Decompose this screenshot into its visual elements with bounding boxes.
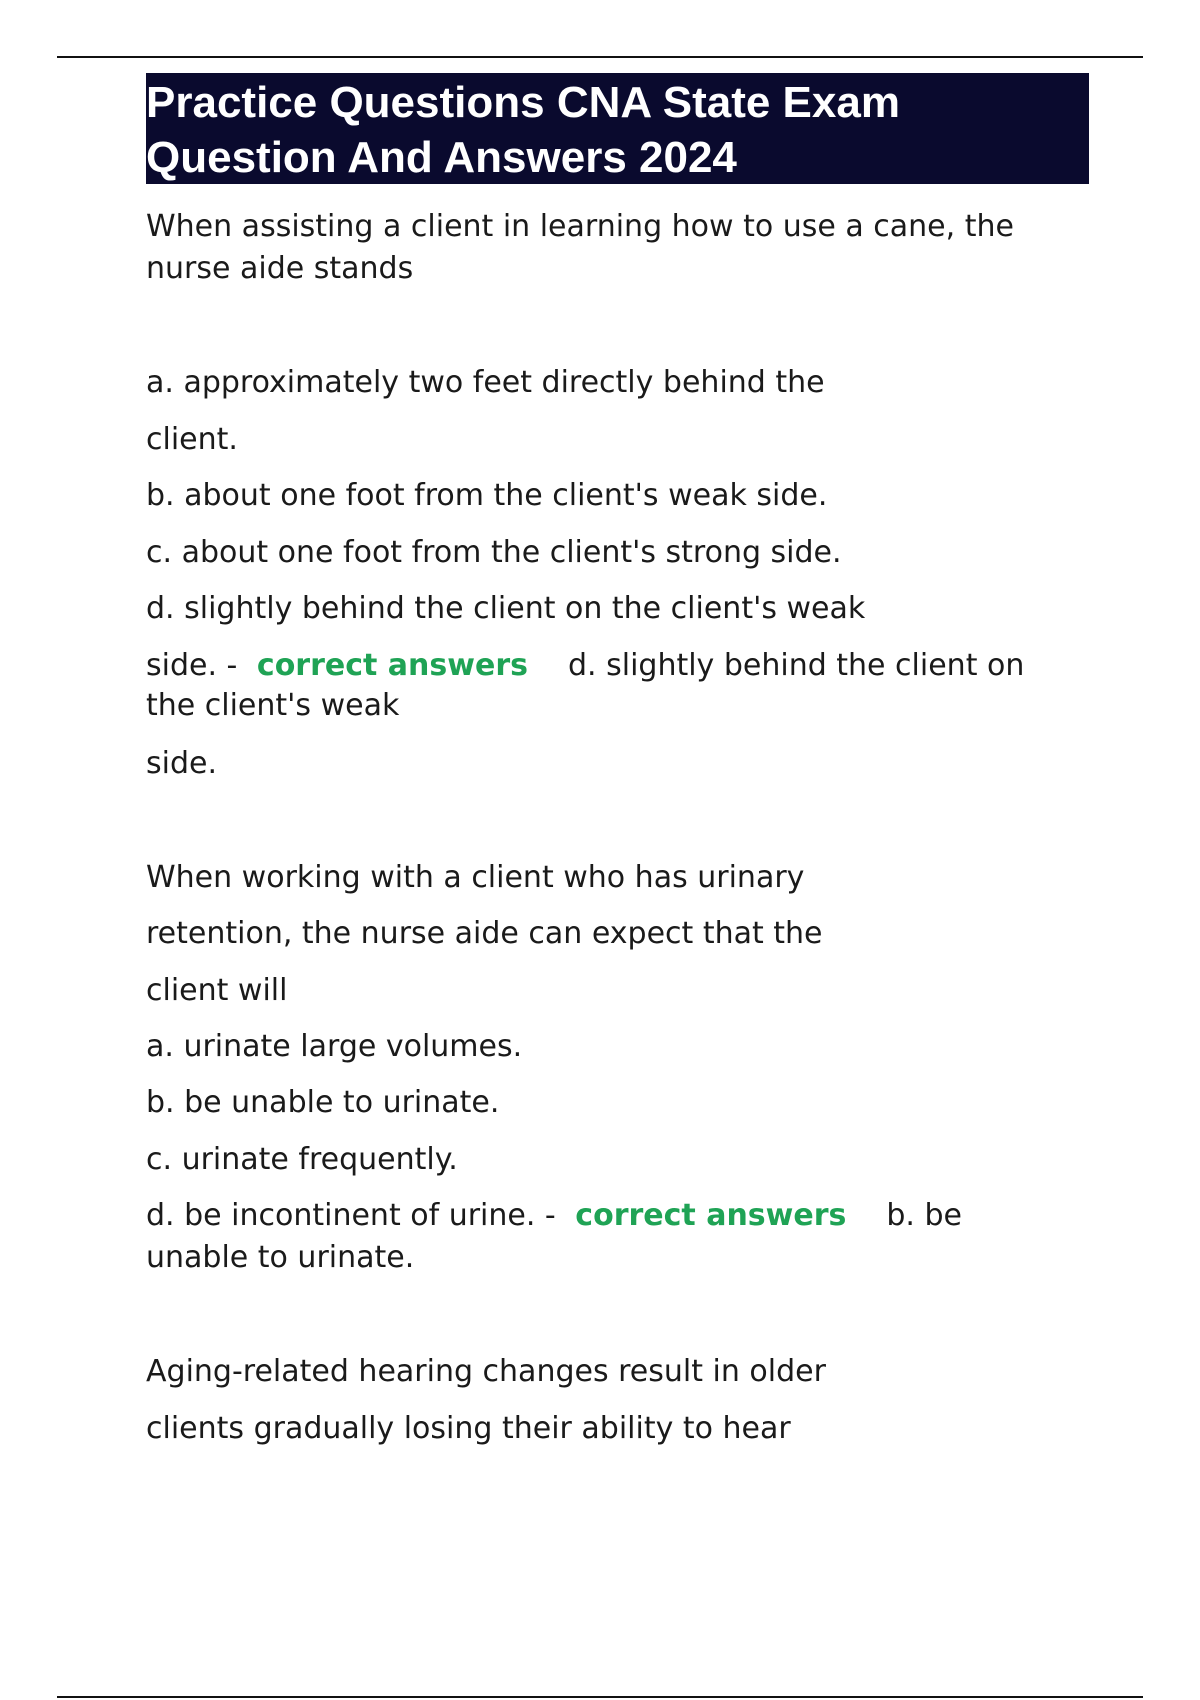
question-3-stem-line-1: Aging-related hearing changes result in older (146, 1354, 826, 1389)
question-1-stem-line-2: nurse aide stands (146, 251, 414, 286)
question-1-stem-line-1: When assisting a client in learning how to use a cane, the (146, 209, 1014, 244)
correct-answers-label: correct answers (256, 648, 528, 683)
question-2-option: b. be unable to urinate. (146, 1085, 500, 1120)
question-2-stem-line-3: client will (146, 973, 288, 1008)
question-1-option: d. slightly behind the client on the client's weak (146, 591, 866, 626)
answer-text: d. slightly behind the client on (567, 648, 1025, 683)
question-1-answer-line (146, 648, 1024, 684)
title-line-1: Practice Questions CNA State Exam (146, 78, 900, 127)
answer-prefix: d. be incontinent of urine. - (146, 1198, 566, 1233)
question-1-option: b. about one foot from the client's weak side. (146, 478, 828, 513)
question-2-option: a. urinate large volumes. (146, 1029, 523, 1064)
question-1-option: client. (146, 422, 238, 457)
question-2-answer-continuation: unable to urinate. (146, 1240, 415, 1275)
question-2-stem-line-2: retention, the nurse aide can expect that the (146, 916, 823, 951)
question-2-stem-line-1: When working with a client who has urinary (146, 860, 805, 895)
answer-text: b. be (886, 1198, 962, 1233)
question-1-option: c. about one foot from the client's strong side. (146, 535, 842, 570)
title-line-2: Question And Answers 2024 (146, 133, 737, 182)
question-2-option: c. urinate frequently. (146, 1142, 458, 1177)
top-rule (57, 56, 1143, 58)
correct-answers-label: correct answers (575, 1198, 847, 1233)
document-title (146, 73, 1089, 184)
question-1-option: a. approximately two feet directly behind the (146, 365, 825, 400)
question-2-answer-line (146, 1198, 962, 1234)
question-1-answer-continuation: side. (146, 746, 218, 781)
question-1-answer-continuation: the client's weak (146, 688, 400, 723)
answer-prefix: side. - (146, 648, 247, 683)
bottom-rule (57, 1696, 1143, 1698)
question-3-stem-line-2: clients gradually losing their ability to hear (146, 1411, 791, 1446)
